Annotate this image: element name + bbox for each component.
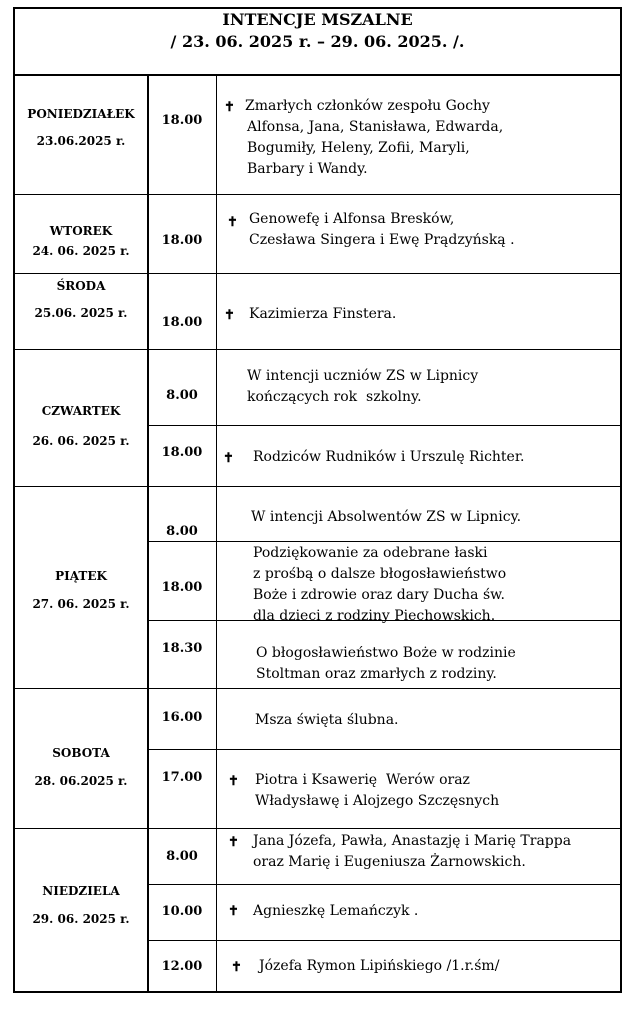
intention-text: oraz Marię i Eugeniusza Żarnowskich. xyxy=(253,854,526,870)
mass-time: 17.00 xyxy=(161,770,203,785)
intention-text: z prośbą o dalsze błogosławieństwo xyxy=(253,566,507,582)
date-range: / 23. 06. 2025 r. – 29. 06. 2025. /. xyxy=(170,32,465,51)
intention-text: Barbary i Wandy. xyxy=(247,161,368,177)
cross-icon: ✝ xyxy=(224,100,235,115)
intention-text: Jana Józefa, Pawła, Anastazję i Marię Trappa xyxy=(253,833,572,849)
intention-text: Genowefę i Alfonsa Bresków, xyxy=(249,211,455,227)
cross-icon: ✝ xyxy=(228,774,239,789)
mass-time: 18.00 xyxy=(161,315,203,330)
mass-time: 16.00 xyxy=(161,710,203,725)
mass-time: 18.00 xyxy=(161,445,203,460)
day-name: PONIEDZIAŁEK xyxy=(27,107,135,121)
cross-icon: ✝ xyxy=(228,835,239,850)
day-name: WTOREK xyxy=(49,224,113,238)
intention-text: Józefa Rymon Lipińskiego /1.r.śm/ xyxy=(259,958,500,974)
header-divider xyxy=(13,74,622,76)
intention-text: Agnieszkę Lemańczyk . xyxy=(253,903,419,919)
intention-text: Kazimierza Finstera. xyxy=(249,306,397,322)
day-row-divider xyxy=(13,486,622,487)
intention-text: Zmarłych członków zespołu Gochy xyxy=(245,98,490,114)
cross-icon: ✝ xyxy=(224,308,235,323)
day-row-divider xyxy=(13,194,622,195)
day-row-divider xyxy=(13,828,622,829)
day-row-divider xyxy=(13,273,622,274)
mass-time: 18.00 xyxy=(161,113,203,128)
intention-text: Bogumiły, Heleny, Zofii, Maryli, xyxy=(247,140,470,156)
day-date: 25.06. 2025 r. xyxy=(34,306,128,320)
mass-time: 18.00 xyxy=(161,233,203,248)
day-date: 24. 06. 2025 r. xyxy=(32,244,130,258)
intention-text: dla dzieci z rodziny Piechowskich. xyxy=(253,608,496,624)
day-row-divider xyxy=(13,688,622,689)
intention-text: Władysławę i Alojzego Szczęsnych xyxy=(255,793,500,809)
cross-icon: ✝ xyxy=(223,451,234,466)
intention-text: kończących rok szkolny. xyxy=(247,389,422,405)
day-name: NIEDZIELA xyxy=(42,884,120,898)
cross-icon: ✝ xyxy=(228,904,239,919)
day-name: PIĄTEK xyxy=(55,569,107,583)
mass-time: 10.00 xyxy=(161,904,203,919)
mass-row-divider xyxy=(147,541,622,542)
mass-time: 12.00 xyxy=(161,959,203,974)
day-date: 26. 06. 2025 r. xyxy=(32,434,130,448)
mass-time: 8.00 xyxy=(166,388,198,403)
day-row-divider xyxy=(13,349,622,350)
intention-text: Alfonsa, Jana, Stanisława, Edwarda, xyxy=(247,119,504,135)
mass-time: 18.00 xyxy=(161,580,203,595)
intention-text: Piotra i Ksawerię Werów oraz xyxy=(255,772,470,788)
time-column-divider xyxy=(216,74,217,993)
day-name: ŚRODA xyxy=(56,279,106,293)
intention-text: Czesława Singera i Ewę Prądzyńską . xyxy=(249,232,515,248)
mass-time: 8.00 xyxy=(166,524,198,539)
intention-text: W intencji uczniów ZS w Lipnicy xyxy=(247,368,479,384)
day-date: 23.06.2025 r. xyxy=(36,134,126,148)
intention-text: Boże i zdrowie oraz dary Ducha św. xyxy=(253,587,505,603)
cross-icon: ✝ xyxy=(227,215,238,230)
day-date: 28. 06.2025 r. xyxy=(34,774,128,788)
mass-row-divider xyxy=(147,940,622,941)
mass-row-divider xyxy=(147,884,622,885)
day-name: SOBOTA xyxy=(52,746,110,760)
mass-time: 18.30 xyxy=(161,641,203,656)
mass-row-divider xyxy=(147,749,622,750)
intention-text: Msza święta ślubna. xyxy=(255,712,399,728)
intention-text: Rodziców Rudników i Urszulę Richter. xyxy=(253,449,525,465)
intention-text: W intencji Absolwentów ZS w Lipnicy. xyxy=(251,509,522,525)
mass-row-divider xyxy=(147,425,622,426)
day-name: CZWARTEK xyxy=(41,404,121,418)
intention-text: Podziękowanie za odebrane łaski xyxy=(253,545,488,561)
mass-time: 8.00 xyxy=(166,849,198,864)
day-date: 27. 06. 2025 r. xyxy=(32,597,130,611)
intention-text: Stoltman oraz zmarłych z rodziny. xyxy=(256,666,497,682)
page-title: INTENCJE MSZALNE xyxy=(222,10,413,29)
day-date: 29. 06. 2025 r. xyxy=(32,912,130,926)
intention-text: O błogosławieństwo Boże w rodzinie xyxy=(256,645,516,661)
cross-icon: ✝ xyxy=(231,960,242,975)
